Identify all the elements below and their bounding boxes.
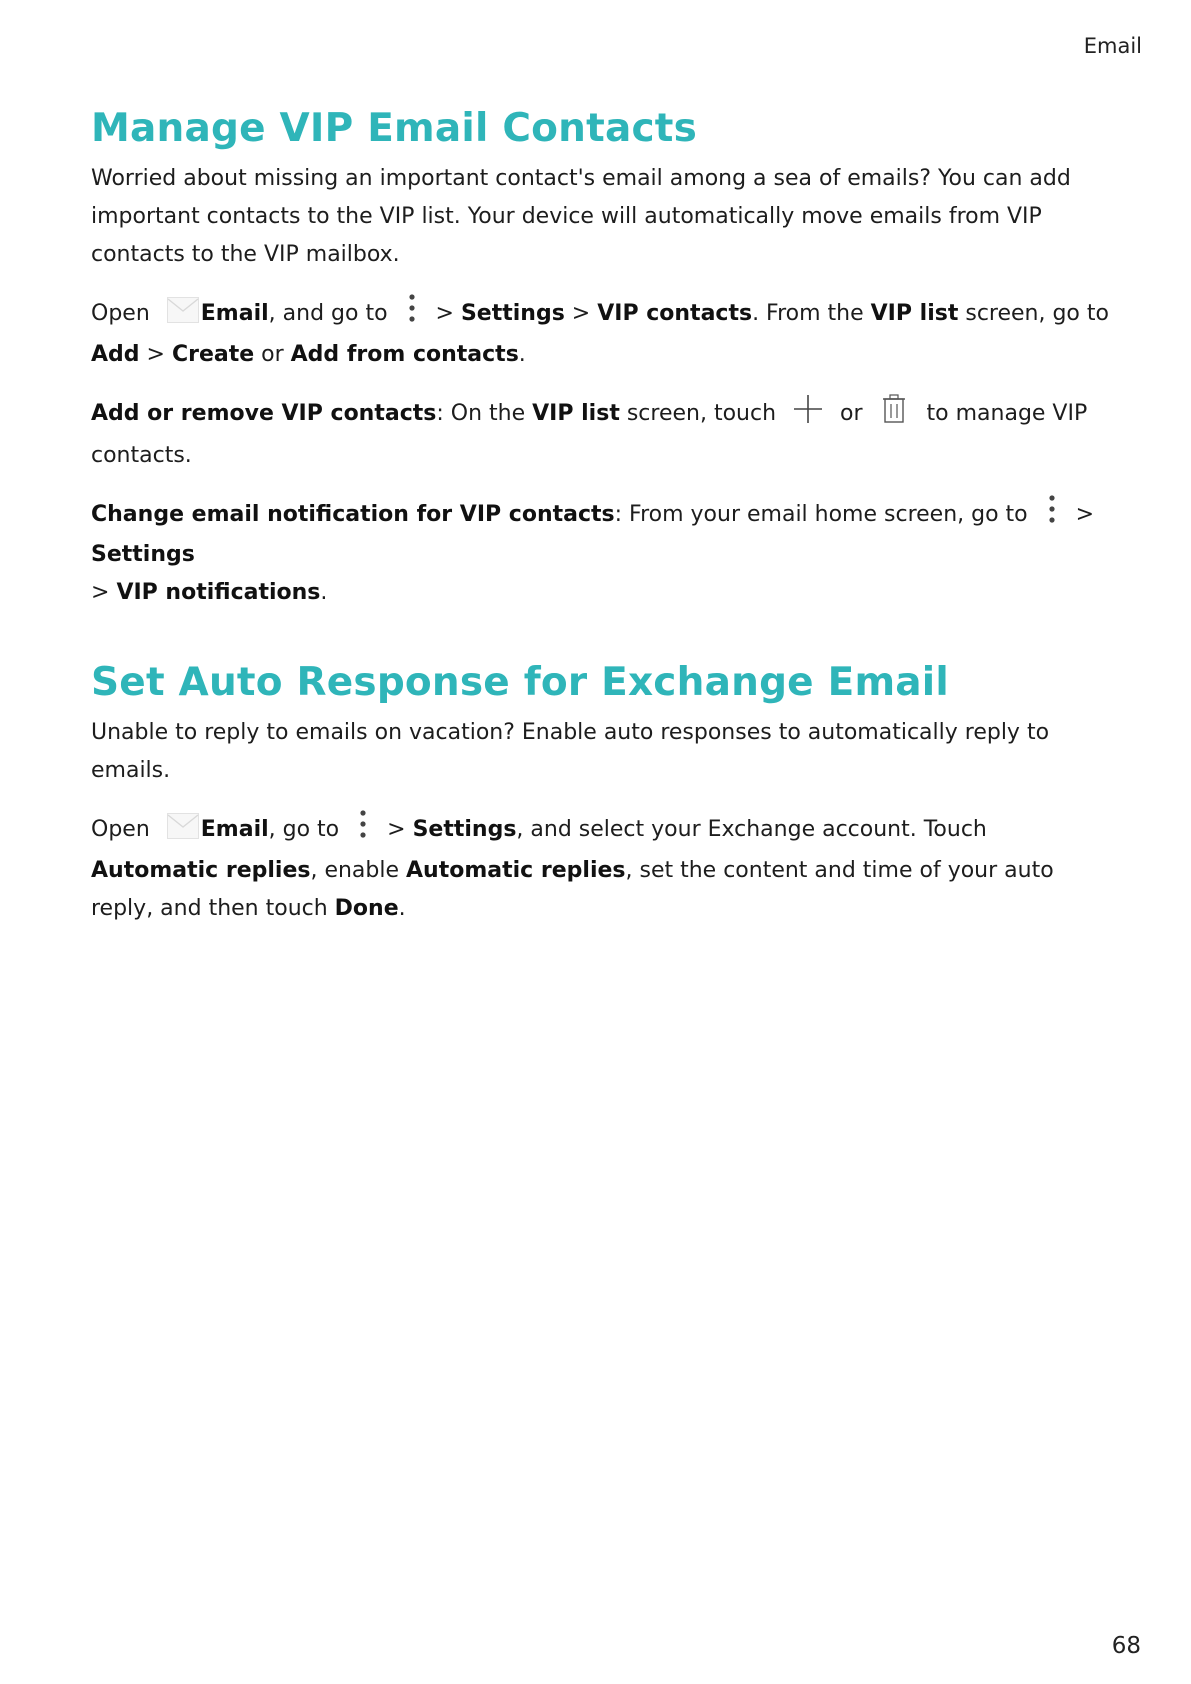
page-number: 68 <box>1111 1633 1141 1659</box>
running-header: Email <box>1083 34 1142 58</box>
more-vertical-icon <box>409 294 415 335</box>
paragraph-vip-notifications: Change email notification for VIP contacts: From your email home screen, go to > Settings > VIP notifications. <box>91 495 1121 612</box>
paragraph-add-remove-vip: Add or remove VIP contacts: On the VIP list screen, touch or to manage VIP contacts. <box>91 394 1121 475</box>
plus-icon <box>793 394 823 437</box>
section-title-manage-vip: Manage VIP Email Contacts <box>91 106 698 151</box>
more-vertical-icon <box>360 810 366 851</box>
more-vertical-icon <box>1049 495 1055 536</box>
email-app-icon <box>167 297 199 336</box>
email-app-icon <box>167 813 199 852</box>
paragraph-vip-open: Open Email, and go to > Settings > VIP contacts. From the VIP list screen, go to Add > Create or Add from contacts. <box>91 294 1121 374</box>
page-content <box>91 100 1121 928</box>
trash-icon <box>882 394 906 437</box>
paragraph-auto-response-intro: Unable to reply to emails on vacation? Enable auto responses to automatically reply to emails. <box>91 720 1050 783</box>
section-title-auto-response: Set Auto Response for Exchange Email <box>91 660 949 705</box>
paragraph-auto-response-open: Open Email, go to > Settings, and select your Exchange account. Touch Automatic replies, enable Automatic replies, set the content and time of your auto reply, and then touch Done. <box>91 810 1121 928</box>
paragraph-vip-intro: Worried about missing an important contact's email among a sea of emails? You can add important contacts to the VIP list. Your device will automatically move emails from VIP contacts to the VIP mailbox. <box>91 166 1071 267</box>
